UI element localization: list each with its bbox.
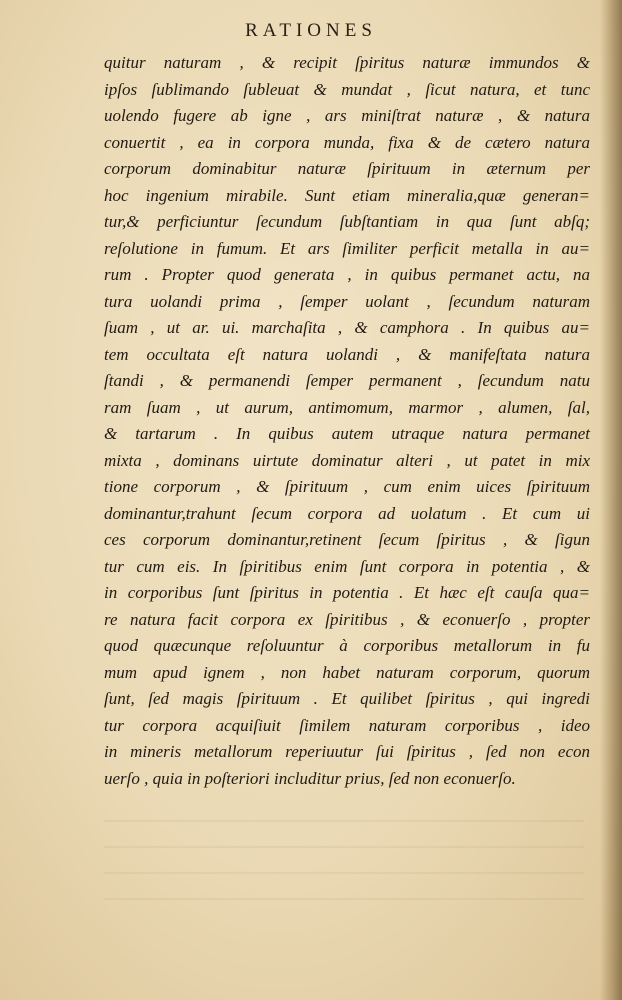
ink-showthrough [104,820,584,910]
text-line: ſuam , ut ar. ui. marchaſita , & camphora . In quibus au= [104,318,590,337]
text-line: re natura facit corpora ex ſpiritibus , & econuerſo , propter [104,609,590,629]
text-line: tur cum eis. In ſpiritibus enim ſunt corpora in potentia , & [104,556,590,576]
running-head: RATIONES [245,20,377,41]
text-line: mixta , dominans uirtute dominatur alteri , ut patet in mix [104,450,590,470]
text-line: tem occultata eſt natura uolandi , & manifeſtata natura [104,344,590,364]
text-line: ſtandi , & permanendi ſemper permanent , ſecundum natu [104,371,590,390]
text-line: quitur naturam , & recipit ſpiritus naturæ immundos & [104,53,590,72]
text-line: corporum dominabitur naturæ ſpirituum in æternum per [104,159,590,178]
text-line: conuertit , ea in corpora munda, fixa & de cætero natura [104,132,590,152]
text-line: ram ſuam , ut aurum, antimomum, marmor , alumen, ſal, [104,397,590,417]
text-line: reſolutione in fumum. Et ars ſimiliter perficit metalla in au= [104,238,590,258]
text-line: in corporibus ſunt ſpiritus in potentia . Et hæc eſt cauſa qua= [104,583,590,602]
text-line: quod quæcunque reſoluuntur à corporibus metallorum in fu [104,636,590,655]
text-line: tura uolandi prima , ſemper uolant , ſecundum naturam [104,291,590,311]
text-line: in mineris metallorum reperiuutur ſui ſpiritus , ſed non econ [104,742,590,761]
text-line: dominantur,trahunt ſecum corpora ad uolatum . Et cum ui [104,503,590,523]
text-line: tur,& perficiuntur ſecundum ſubſtantiam in qua ſunt abſq; [104,212,590,231]
text-line: uerſo , quia in poſteriori includitur prius, ſed non econuerſo. [104,768,516,788]
text-line: ces corporum dominantur,retinent ſecum ſpiritus , & ſigun [104,530,590,549]
text-line: uolendo fugere ab igne , ars miniſtrat naturæ , & natura [104,106,590,125]
page-gutter-shadow [600,0,622,1000]
text-block [104,50,590,792]
text-line: rum . Propter quod generata , in quibus permanet actu, na [104,265,590,284]
text-line: & tartarum . In quibus autem utraque natura permanet [104,424,590,443]
text-line: ſunt, ſed magis ſpirituum . Et quilibet ſpiritus , qui ingredi [104,689,590,708]
text-line: mum apud ignem , non habet naturam corporum, quorum [104,662,590,682]
text-line: ipſos ſublimando ſubleuat & mundat , ſicut natura, et tunc [104,79,590,99]
text-line: tur corpora acquiſiuit ſimilem naturam corporibus , ideo [104,715,590,735]
text-line: hoc ingenium mirabile. Sunt etiam mineralia,quæ generan= [104,185,590,205]
text-line: tione corporum , & ſpirituum , cum enim uices ſpirituum [104,477,590,496]
